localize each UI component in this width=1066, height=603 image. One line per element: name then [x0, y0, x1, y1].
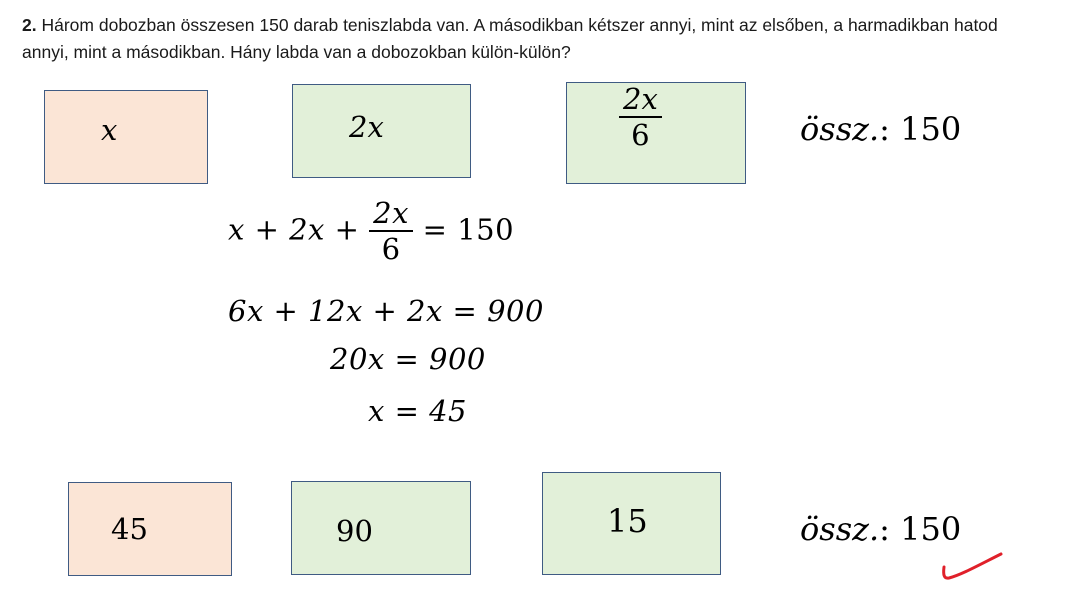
equation-line-3: 20x = 900 [330, 342, 486, 376]
box-third-expression [619, 84, 662, 151]
problem-number: 2. [22, 15, 37, 35]
box-second-value: 90 [336, 514, 373, 548]
equation-1-left: x + 2x + [228, 212, 370, 247]
problem-text: Három dobozban összesen 150 darab teniszlabda van. A másodikban kétszer annyi, mint az elsőben, a harmadikban hatod annyi, mint a másodikban. Hány labda van a dobozokban külön-külön? [22, 15, 998, 62]
problem-statement [22, 12, 1032, 66]
equation-1-denominator: 6 [381, 232, 401, 267]
fraction-denominator: 6 [631, 118, 650, 153]
total-bottom [800, 510, 961, 548]
box-second-expression: 2x [349, 110, 384, 144]
total-separator: : [879, 510, 901, 548]
checkmark-icon [935, 545, 1007, 585]
box-third-value: 15 [607, 502, 648, 540]
equation-1-right: = 150 [412, 212, 515, 247]
box-second-bottom [291, 481, 471, 575]
equation-line-1 [228, 198, 514, 265]
equation-line-4: x = 45 [368, 394, 467, 428]
equation-line-2: 6x + 12x + 2x = 900 [228, 294, 544, 328]
box-first-top [44, 90, 208, 184]
total-value: 150 [900, 510, 962, 548]
total-top [800, 110, 961, 148]
box-first-expression: x [101, 113, 118, 147]
box-first-bottom [68, 482, 232, 576]
fraction-numerator: 2x [623, 82, 658, 116]
box-first-value: 45 [111, 512, 148, 546]
total-value: 150 [900, 110, 962, 148]
total-separator: : [879, 110, 901, 148]
total-label: össz. [800, 510, 880, 548]
equation-1-fraction [369, 198, 413, 265]
total-label: össz. [800, 110, 880, 148]
equation-1-numerator: 2x [373, 196, 409, 230]
fraction [619, 84, 662, 151]
